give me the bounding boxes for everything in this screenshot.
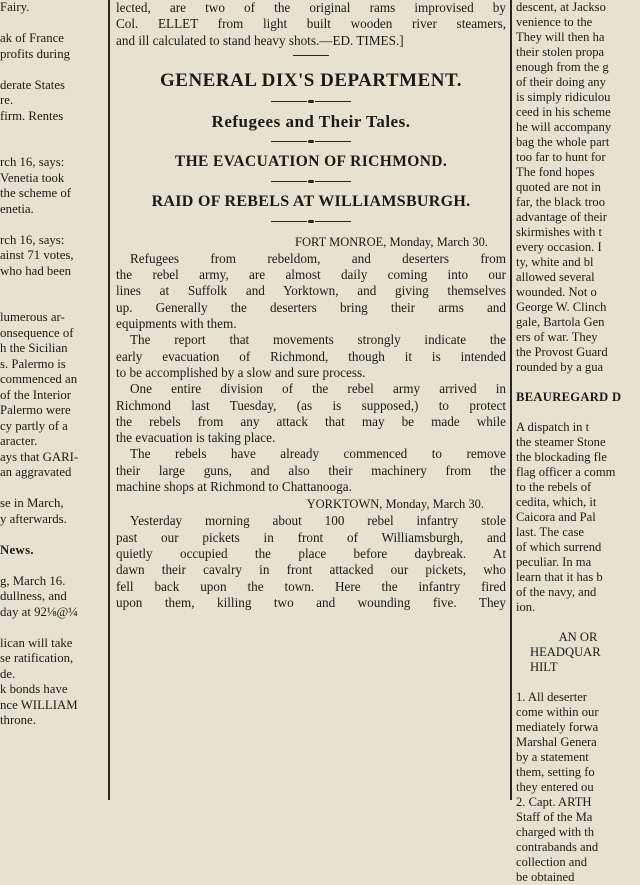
separator-rule	[116, 175, 506, 189]
text-line: se ratification,	[0, 651, 74, 665]
text-line: HILT	[530, 660, 558, 674]
text-line	[0, 124, 104, 140]
text-line	[0, 527, 104, 543]
separator-rule	[116, 95, 506, 109]
text-line: the rebel army, are almost daily coming into our	[116, 267, 506, 283]
text-line: rounded by a gua	[516, 360, 604, 374]
text-line: peculiar. In ma	[516, 555, 592, 569]
text-line: past our pickets in front of Williamsburgh, and	[116, 529, 506, 545]
text-line: venience to the	[516, 15, 593, 29]
text-line	[0, 279, 104, 295]
text-line: up. Generally the deserters bring their arms and	[116, 299, 506, 315]
dateline-fort-monroe: FORT MONROE, Monday, March 30.	[295, 234, 488, 249]
text-line: y afterwards.	[0, 511, 67, 526]
text-line: One entire division of the rebel army arrived in	[130, 381, 506, 397]
text-line: dawn their cavalry in front attacked our pickets, who	[116, 562, 506, 578]
text-line	[516, 405, 640, 420]
text-line: The rebels have already commenced to remove	[130, 446, 506, 462]
text-line: contrabands and	[516, 840, 599, 854]
text-line: derate States	[0, 77, 66, 92]
text-line: of their doing any	[516, 75, 606, 89]
column-rule-left	[108, 0, 110, 800]
text-line: an aggravated	[0, 465, 72, 479]
text-line: to be accomplished by a slow and sure process.	[116, 364, 366, 380]
text-line	[0, 481, 104, 497]
text-line: A dispatch in t	[516, 420, 590, 434]
right-column	[516, 0, 640, 884]
text-line: upon them, killing two and wounding five. They	[116, 594, 506, 610]
text-line: them, setting fo	[516, 765, 595, 779]
text-line: Yesterday morning about 100 rebel infantry stole	[130, 513, 506, 529]
text-line: Caicora and Pal	[516, 510, 596, 524]
text-line: George W. Clinch	[516, 300, 607, 314]
text-line	[0, 295, 104, 311]
text-line	[516, 675, 640, 690]
text-line	[0, 16, 104, 32]
text-line: far, the black troo	[516, 195, 606, 209]
text-line: their large guns, and also their machinery from the	[116, 462, 506, 478]
text-line: too far to hunt for	[516, 150, 606, 164]
text-line: Fairy.	[0, 0, 30, 14]
text-line: gale, Bartola Gen	[516, 315, 605, 329]
text-line: advantage of their	[516, 210, 607, 224]
text-line: ty, white and bl	[516, 255, 594, 269]
text-line: The fond hopes	[516, 165, 595, 179]
text-line: k bonds have	[0, 682, 68, 696]
continued-text	[116, 0, 506, 49]
text-line: Palermo were	[0, 403, 71, 417]
text-line: HEADQUAR	[530, 645, 601, 659]
text-line: the steamer Stone	[516, 435, 606, 449]
text-line: quoted are not in	[516, 180, 601, 194]
text-line: firm. Rentes	[0, 108, 64, 123]
article-body-2	[116, 513, 506, 611]
text-line: re.	[0, 93, 14, 107]
text-line: se in March,	[0, 496, 64, 510]
text-line: aracter.	[0, 434, 38, 448]
text-line	[0, 620, 104, 636]
text-line: Col. ELLET from light built wooden river steamers,	[116, 16, 506, 32]
text-line: the rebels from any attack that may be made while	[116, 413, 506, 429]
text-line	[0, 217, 104, 233]
text-line	[0, 558, 104, 574]
text-line: come within our	[516, 705, 599, 719]
text-line: charged with th	[516, 825, 595, 839]
text-line: ays that GARI-	[0, 449, 79, 464]
text-line: of the Interior	[0, 387, 72, 402]
text-line: of the navy, and	[516, 585, 597, 599]
text-line: throne.	[0, 713, 36, 727]
headline-raid: RAID OF REBELS AT WILLIAMSBURGH.	[151, 192, 471, 210]
text-line: lumerous ar-	[0, 310, 65, 324]
text-line: ion.	[516, 600, 536, 614]
text-line: commenced an	[0, 372, 78, 386]
text-line: The report that movements strongly indicate the	[130, 332, 506, 348]
left-column	[0, 0, 104, 800]
text-line: dullness, and	[0, 589, 67, 603]
text-line: Staff of the Ma	[516, 810, 593, 824]
text-line: Refugees from rebeldom, and deserters from	[130, 250, 506, 266]
text-line: bag the whole part	[516, 135, 610, 149]
text-line: profits during	[0, 46, 71, 61]
text-line: the evacuation is taking place.	[116, 430, 276, 446]
text-line: They will then ha	[516, 30, 605, 44]
text-line: of which surrend	[516, 540, 602, 554]
text-line: by a statement	[516, 750, 589, 764]
text-line: ers of war. They	[516, 330, 598, 344]
text-line: every occasion. I	[516, 240, 602, 254]
headline-refugees: Refugees and Their Tales.	[211, 111, 411, 131]
text-line: ainst 71 votes,	[0, 248, 74, 262]
text-line: who had been	[0, 263, 72, 278]
text-line: lican will take	[0, 635, 73, 650]
text-line: AN OR	[558, 630, 598, 644]
text-line: enough from the g	[516, 60, 609, 74]
text-line: is simply ridiculou	[516, 90, 611, 104]
dateline-yorktown: YORKTOWN, Monday, March 30.	[306, 497, 484, 512]
text-line: descent, at Jackso	[516, 0, 606, 14]
text-line: flag officer a comm	[516, 465, 616, 479]
text-line: their stolen propa	[516, 45, 605, 59]
headline-evacuation: THE EVACUATION OF RICHMOND.	[174, 152, 448, 170]
text-line: ceed in his scheme	[516, 105, 611, 119]
text-line: h the Sicilian	[0, 341, 68, 355]
text-line	[516, 375, 640, 390]
text-line: rch 16, says:	[0, 155, 65, 169]
text-line: skirmishes with t	[516, 225, 603, 239]
text-line: News.	[0, 542, 34, 557]
text-line: onsequence of	[0, 325, 74, 340]
text-line	[516, 615, 640, 630]
text-line	[0, 140, 104, 156]
text-line: equipments with them.	[116, 316, 237, 332]
text-line: they entered ou	[516, 780, 594, 794]
article-body	[116, 251, 506, 495]
separator-rule	[116, 49, 506, 63]
text-line: de.	[0, 666, 16, 681]
main-column	[116, 0, 506, 800]
text-line: quietly occupied the place before daybreak. At	[116, 545, 506, 561]
text-line: early evacuation of Richmond, though it is intended	[116, 348, 506, 364]
text-line: mediately forwa	[516, 720, 599, 734]
separator-rule	[116, 215, 506, 229]
column-rule-right	[510, 0, 512, 800]
text-line: 2. Capt. ARTH	[516, 795, 592, 809]
text-line: he will accompany	[516, 120, 612, 134]
text-line: rch 16, says:	[0, 232, 65, 247]
text-line: s. Palermo is	[0, 356, 66, 371]
text-line: cedita, which, it	[516, 495, 597, 509]
text-line: BEAUREGARD D	[516, 390, 622, 404]
text-line: Richmond last Tuesday, (as is supposed,) to protect	[116, 397, 506, 413]
text-line: and ill calculated to stand heavy shots.—ED. TIMES.]	[116, 32, 404, 48]
text-line: 1. All deserter	[516, 690, 587, 704]
text-line: day at 92⅛@¼	[0, 604, 78, 619]
text-line: the Provost Guard	[516, 345, 608, 359]
text-line: be obtained	[516, 870, 575, 884]
text-line: enetia.	[0, 201, 34, 216]
text-line: collection and	[516, 855, 587, 869]
headline-general-dix: GENERAL DIX'S DEPARTMENT.	[160, 69, 462, 91]
text-line: Venetia took	[0, 170, 65, 185]
text-line: lines at Suffolk and Yorktown, and giving themselves	[116, 283, 506, 299]
text-line: last. The case	[516, 525, 584, 539]
separator-rule	[116, 135, 506, 149]
text-line: learn that it has b	[516, 570, 603, 584]
text-line: wounded. Not o	[516, 285, 597, 299]
text-line	[0, 62, 104, 78]
text-line: lected, are two of the original rams improvised by	[116, 0, 506, 15]
text-line: machine shops at Richmond to Chattanooga.	[116, 479, 352, 495]
text-line: cy partly of a	[0, 418, 68, 433]
text-line: ak of France	[0, 31, 64, 45]
text-line: allowed several	[516, 270, 595, 284]
text-line: the blockading fle	[516, 450, 607, 464]
text-line: the scheme of	[0, 186, 72, 200]
text-line: Marshal Genera	[516, 735, 597, 749]
text-line: to the rebels of	[516, 480, 592, 494]
text-line: nce WILLIAM	[0, 697, 78, 712]
text-line: fell back upon the town. Here the infantry fired	[116, 578, 506, 594]
text-line: g, March 16.	[0, 573, 66, 588]
